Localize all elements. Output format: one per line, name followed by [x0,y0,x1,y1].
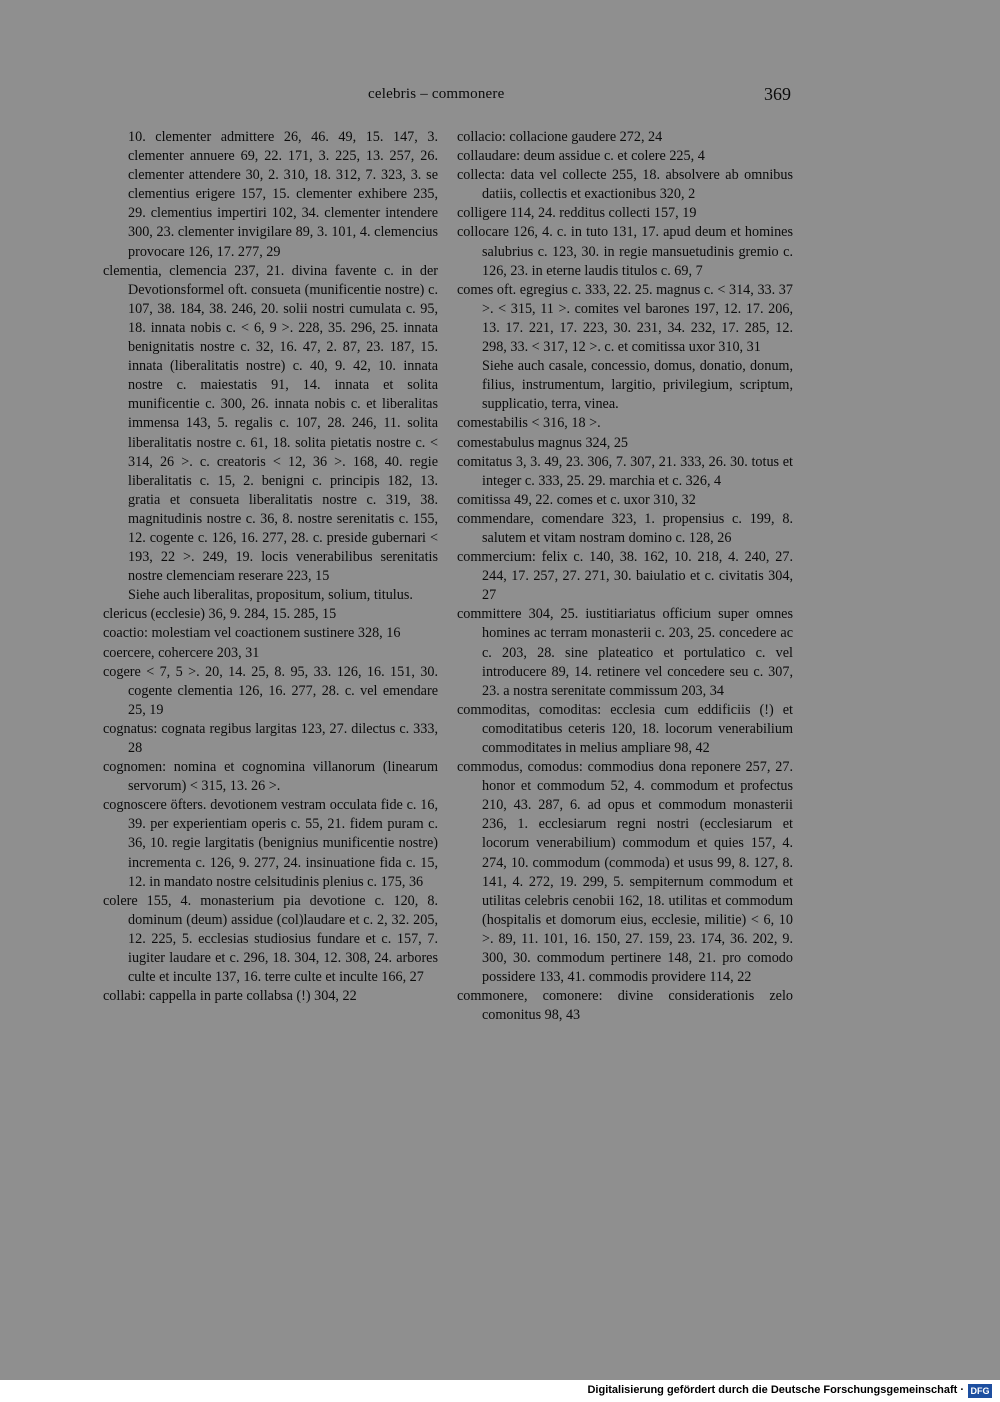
right-column [457,128,793,1025]
running-head [0,84,1000,108]
index-entry: Siehe auch liberalitas, propositum, solium, titulus. [128,587,413,604]
index-entry: cogere < 7, 5 >. 20, 14. 25, 8. 95, 33. 126, 16. 151, 30. cogente clementia 126, 16. 277, 28. c. vel emendare 25, 19 [103,663,438,718]
index-entry: colere 155, 4. monasterium pia devotione c. 120, 8. dominum (deum) assidue (col)laudare et c. 2, 32. 205, 12. 225, 5. ecclesias studiosius fundare et c. 157, 7. iugiter laudare et c. 296, 18. 304, 12. 308, 24. arbores culte et inculte 137, 16. terre culte et inculte 166, 27 [103,892,438,986]
index-entry: commoditas, comoditas: ecclesia cum eddificiis (!) et comoditatibus ceteris 120, 18. locorum venerabilium commoditates in melius ampliare 98, 42 [457,701,793,756]
index-entry: collabi: cappella in parte collabsa (!) 304, 22 [103,988,357,1005]
funding-notice: Digitalisierung gefördert durch die Deutsche Forschungsgemeinschaft · [587,1384,964,1396]
index-entry: committere 304, 25. iustitiariatus officium super omnes homines ac terram monasterii c. 203, 25. concedere ac c. 203, 28. sine plateatico et portulatico c. vel introducere 89, 14. retinere vel concedere seu c. 307, 23. a nostra serenitate commissum 203, 34 [457,606,793,699]
index-entry: coercere, cohercere 203, 31 [103,644,260,661]
index-entry: collaudare: deum assidue c. et colere 225, 4 [457,148,705,165]
index-entry: collecta: data vel collecte 255, 18. absolvere ab omnibus datiis, collectis et exactionibus 320, 2 [457,167,793,203]
index-entry: coactio: molestiam vel coactionem sustinere 328, 16 [103,625,401,642]
index-entry: comes oft. egregius c. 333, 22. 25. magnus c. < 314, 33. 37 >. < 315, 11 >. comites vel barones 197, 12. 17. 206, 13. 17. 221, 17. 223, 30. 231, 34. 232, 17. 285, 12. 298, 33. < 317, 12 >. c. et comitissa uxor 310, 31 [457,281,793,356]
index-entry: commonere, comonere: divine considerationis zelo comonitus 98, 43 [457,988,793,1024]
index-entry: comestabulus magnus 324, 25 [457,434,629,451]
index-entry: clementia, clemencia 237, 21. divina favente c. in der Devotionsformel oft. consueta (munificentie nostre) c. 107, 38. 184, 38. 246, 20. solii nostri cumulata c. 95, 18. innata nobis c. < 6, 9 >. 228, 35. 296, 25. innata benignitatis nostre c. 32, 16. 47, 2. 87, 23. 187, 15. innata (liberalitatis nostre) c. 40, 9. 42, 10. innata nostre c. maiestatis 91, 14. innata et solita munificentie c. 300, 26. innata nobis c. et liberalitas immensa 143, 5. regalis c. 107, 28. 246, 11. solita liberalitatis nostre c. 61, 18. solita pietatis nostre c. < 314, 26 >. c. creatoris < 12, 36 >. 168, 40. regie liberalitatis c. 15, 2. benigni c. principis 182, 13. gratia et consueta liberalitatis nostre c. 319, 38. magnitudinis nostre c. 36, 8. nostre serenitatis c. 155, 12. cogente c. 126, 16. 277, 28. c. preside gubernari < 193, 22 >. 249, 19. locis venerabilibus serenitatis nostre clemenciam reserare 223, 15 [103,262,438,585]
dfg-logo-icon: DFG [968,1384,992,1398]
index-entry: cognatus: cognata regibus largitas 123, 27. dilectus c. 333, 28 [103,720,438,756]
index-entry: cognoscere öfters. devotionem vestram occulata fide c. 16, 39. per experientiam operis c. 55, 21. fidem puram c. 36, 10. regie largitatis (benignius munificentie nostre) incrementa c. 126, 9. 277, 24. insinuatione fida c. 15, 12. in mandato nostre celsitudinis plenius c. 175, 36 [103,797,438,890]
index-entry: 10. clementer admittere 26, 46. 49, 15. 147, 3. clementer annuere 69, 22. 171, 3. 225, 13. 257, 26. clementer attendere 30, 2. 310, 18. 312, 7. 323, 3. se clementius erigere 157, 15. clementer exhibere 235, 29. clementius impertiri 102, 34. clementer intendere 300, 23. clementer invigilare 89, 3. 101, 4. clemencius provocare 126, 17. 277, 29 [128,129,438,260]
index-entry: commodus, comodus: commodius dona reponere 257, 27. honor et commodum 52, 4. commodum et profectus 210, 43. 287, 6. ad opus et commodum monasterii 236, 1. ecclesiarum regni nostri (ecclesiarum et locorum venerabilium) commodum et quies 157, 4. 274, 10. commodum (commoda) et usus 99, 8. 127, 8. 141, 4. 272, 19. 299, 5. sempiternum commodum et utilitas celebris cenobii 162, 18. utilitas et commodum (hospitalis et domorum eius, ecclesie, militie) < 6, 10 >. 89, 11. 101, 16. 150, 27. 159, 23. 174, 36. 202, 9. 300, 30. commodum pertinere 148, 21. pro comodo possidere 133, 41. commodis providere 114, 22 [457,759,793,986]
index-entry: colligere 114, 24. redditus collecti 157, 19 [457,205,697,222]
footer-bar [0,1380,1000,1402]
index-entry: commercium: felix c. 140, 38. 162, 10. 218, 4. 240, 27. 244, 17. 257, 27. 271, 30. baiulatio et c. civitatis 304, 27 [457,549,793,604]
index-entry: clericus (ecclesie) 36, 9. 284, 15. 285, 15 [103,606,337,623]
index-entry: collocare 126, 4. c. in tuto 131, 17. apud deum et homines salubrius c. 123, 30. in regie mansuetudinis gremio c. 126, 23. in eterne laudis titulos c. 69, 7 [457,224,793,279]
left-column [103,128,438,1006]
page-number: 369 [764,84,791,104]
index-entry: comitatus 3, 3. 49, 23. 306, 7. 307, 21. 333, 26. 30. totus et integer c. 333, 25. 29. marchia et c. 326, 4 [457,453,793,489]
index-entry: collacio: collacione gaudere 272, 24 [457,129,663,145]
index-entry: comestabilis < 316, 18 >. [457,415,601,432]
index-entry: commendare, comendare 323, 1. propensius c. 199, 8. salutem et vitam nostram domino c. 128, 26 [457,510,793,546]
index-entry: comitissa 49, 22. comes et c. uxor 310, 32 [457,491,696,508]
index-entry: cognomen: nomina et cognomina villanorum (linearum servorum) < 315, 13. 26 >. [103,759,438,795]
index-entry: Siehe auch casale, concessio, domus, donatio, donum, filius, instrumentum, largitio, privilegium, scriptum, supplicatio, terra, vinea. [482,358,793,413]
running-head-title: celebris – commonere [368,86,505,102]
